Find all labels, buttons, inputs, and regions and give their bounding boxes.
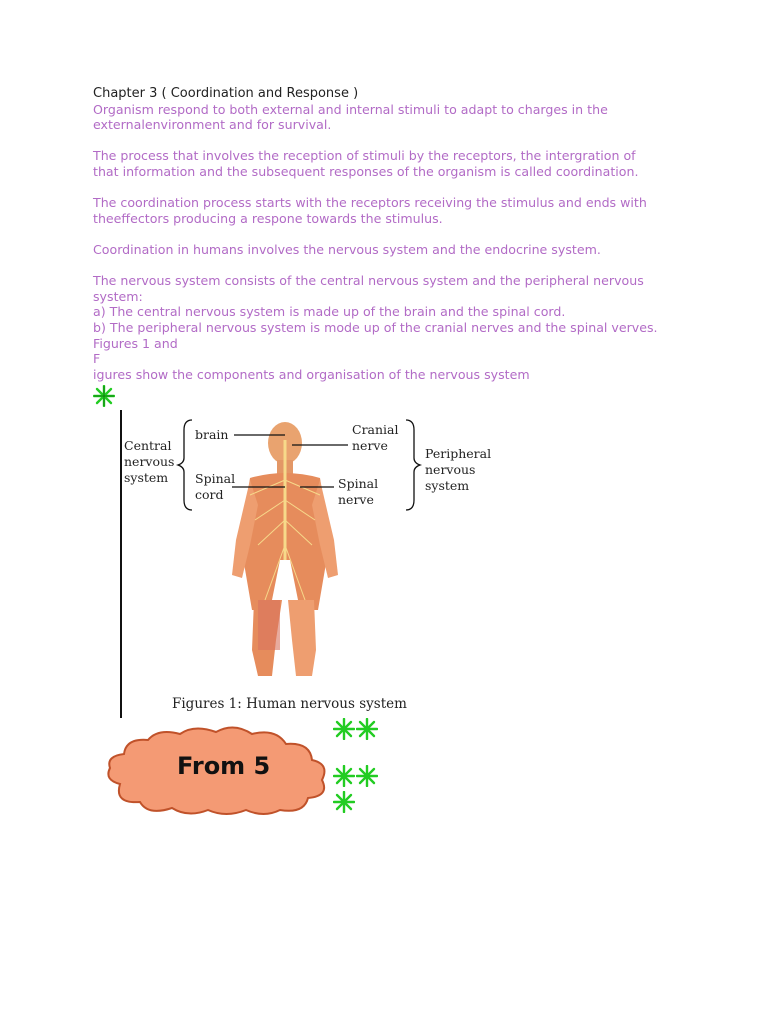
peripheral-nervous-system-label: Peripheral nervous system bbox=[425, 446, 492, 493]
spinal-nerve-label: Spinal nerve bbox=[338, 476, 379, 507]
green-asterisk-icon bbox=[333, 718, 355, 740]
green-asterisk-icon bbox=[333, 791, 355, 813]
human-body-illustration bbox=[232, 422, 338, 676]
paragraph-2: The process that involves the reception of stimuli by the receptors, the intergration of that information and the subsequent responses of the organism is called coordination. bbox=[93, 148, 639, 179]
paragraph-4: Coordination in humans involves the nervous system and the endocrine system. bbox=[93, 241, 601, 257]
figure-caption: Figures 1: Human nervous system bbox=[172, 696, 407, 712]
chapter-title: Chapter 3 ( Coordination and Response ) bbox=[93, 86, 359, 101]
paragraph-5: The nervous system consists of the central nervous system and the peripheral nervous system: a) The central nervous system is made up of the brain and the spinal cord. b) The peripheral nervous system is mode up of the cranial nerves and the spinal verves. Figures 1 and F igures show the components and organisation of the nervous system bbox=[93, 273, 658, 382]
green-asterisk-icon bbox=[333, 765, 355, 787]
cloud-label: From 5 bbox=[177, 752, 271, 780]
paragraph-3: The coordination process starts with the receptors receiving the stimulus and ends with theeffectors producing a respone towards the stimulus. bbox=[93, 195, 647, 226]
central-nervous-system-label: Central nervous system bbox=[124, 438, 175, 485]
paragraph-1: Organism respond to both external and internal stimuli to adapt to charges in the externalenvironment and for survival. bbox=[93, 101, 608, 133]
cranial-nerve-label: Cranial nerve bbox=[352, 422, 399, 453]
green-asterisk-icon bbox=[356, 765, 378, 787]
spinal-cord-label: Spinal cord bbox=[195, 471, 236, 502]
green-asterisk-icon bbox=[356, 718, 378, 740]
brain-label: brain bbox=[195, 427, 229, 442]
